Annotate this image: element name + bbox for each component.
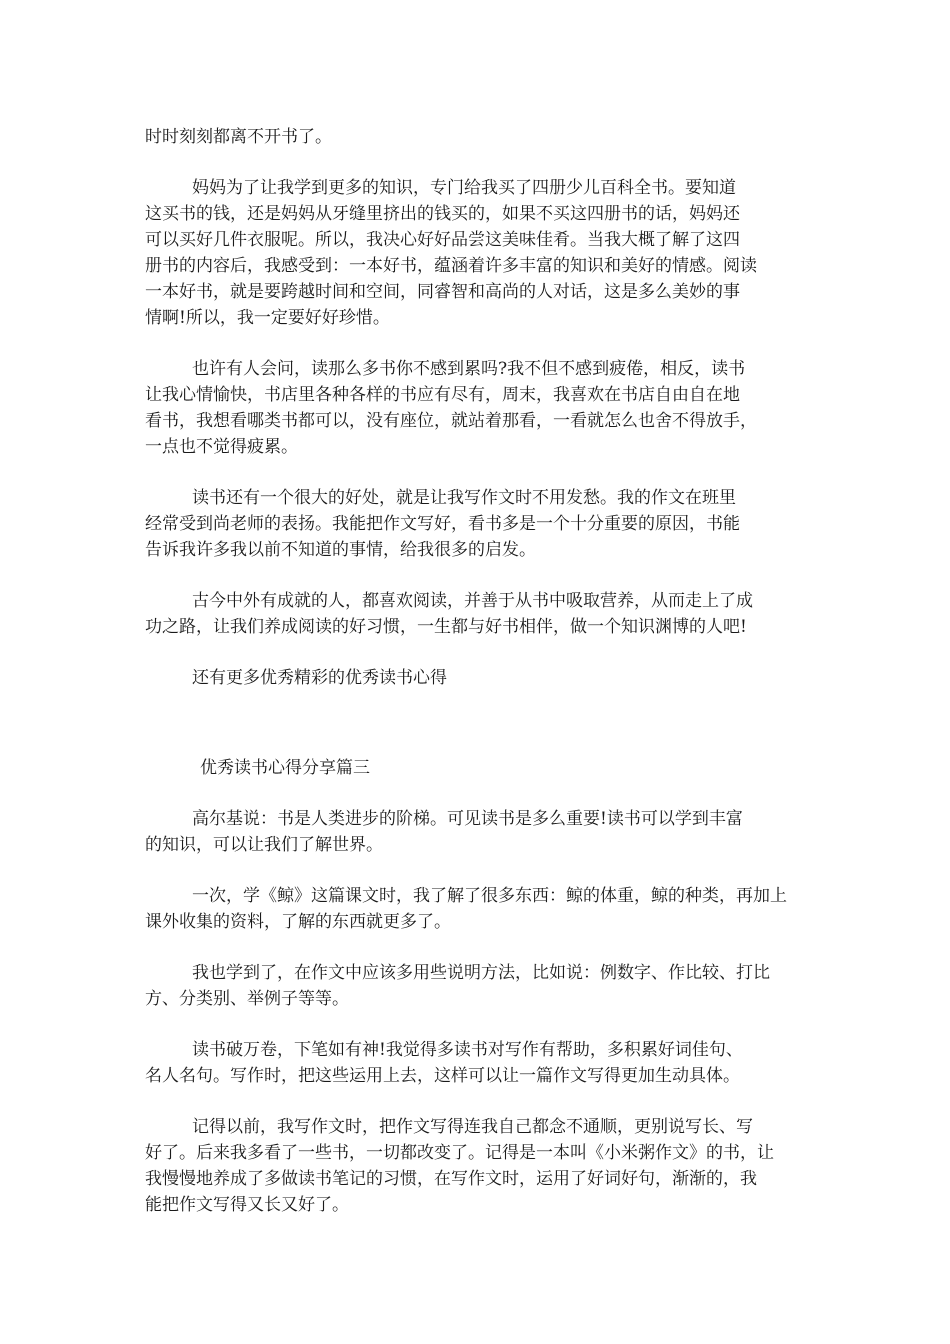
paragraph-line: 我慢慢地养成了多做读书笔记的习惯，在写作文时，运用了好词好句，渐渐的，我	[145, 1169, 757, 1189]
paragraph-line: 告诉我许多我以前不知道的事情，给我很多的启发。	[145, 540, 536, 560]
paragraph-line: 情啊!所以，我一定要好好珍惜。	[145, 308, 390, 328]
paragraph-line: 经常受到尚老师的表扬。我能把作文写好，看书多是一个十分重要的原因，书能	[145, 514, 740, 534]
paragraph-line: 让我心情愉快，书店里各种各样的书应有尽有，周末，我喜欢在书店自由自在地	[145, 385, 740, 405]
paragraph-line: 一点也不觉得疲累。	[145, 437, 298, 457]
paragraph-line: 可以买好几件衣服呢。所以，我决心好好品尝这美味佳肴。当我大概了解了这四	[145, 230, 740, 250]
paragraph-line: 古今中外有成就的人，都喜欢阅读，并善于从书中吸取营养，从而走上了成	[192, 591, 753, 611]
section-heading: 优秀读书心得分享篇三	[200, 758, 370, 778]
paragraph-line: 的知识，可以让我们了解世界。	[145, 835, 383, 855]
paragraph-line: 方、分类别、举例子等等。	[145, 989, 349, 1009]
paragraph-line: 这买书的钱，还是妈妈从牙缝里挤出的钱买的，如果不买这四册书的话，妈妈还	[145, 204, 740, 224]
paragraph-line: 看书，我想看哪类书都可以，没有座位，就站着那看，一看就怎么也舍不得放手，	[145, 411, 757, 431]
paragraph-line: 册书的内容后，我感受到：一本好书，蕴涵着许多丰富的知识和美好的情感。阅读	[145, 256, 757, 276]
paragraph-line: 还有更多优秀精彩的优秀读书心得	[192, 668, 447, 688]
paragraph-line: 妈妈为了让我学到更多的知识，专门给我买了四册少儿百科全书。要知道	[192, 178, 736, 198]
paragraph-line: 能把作文写得又长又好了。	[145, 1195, 349, 1215]
paragraph-line: 读书还有一个很大的好处，就是让我写作文时不用发愁。我的作文在班里	[192, 488, 736, 508]
paragraph-line: 也许有人会问，读那么多书你不感到累吗?我不但不感到疲倦，相反，读书	[192, 359, 746, 379]
paragraph-line: 时时刻刻都离不开书了。	[145, 127, 332, 147]
paragraph-line: 读书破万卷，下笔如有神!我觉得多读书对写作有帮助，多积累好词佳句、	[192, 1040, 743, 1060]
paragraph-line: 我也学到了，在作文中应该多用些说明方法，比如说：例数字、作比较、打比	[192, 963, 770, 983]
paragraph-line: 功之路，让我们养成阅读的好习惯，一生都与好书相伴，做一个知识渊博的人吧!	[145, 617, 747, 637]
paragraph-line: 高尔基说：书是人类进步的阶梯。可见读书是多么重要!读书可以学到丰富	[192, 809, 743, 829]
paragraph-line: 好了。后来我多看了一些书，一切都改变了。记得是一本叫《小米粥作文》的书，让	[145, 1143, 774, 1163]
paragraph-line: 一次，学《鲸》这篇课文时，我了解了很多东西：鲸的体重，鲸的种类，再加上	[192, 886, 787, 906]
paragraph-line: 一本好书，就是要跨越时间和空间，同睿智和高尚的人对话，这是多么美妙的事	[145, 282, 740, 302]
paragraph-line: 名人名句。写作时，把这些运用上去，这样可以让一篇作文写得更加生动具体。	[145, 1066, 740, 1086]
paragraph-line: 课外收集的资料，了解的东西就更多了。	[145, 912, 451, 932]
paragraph-line: 记得以前，我写作文时，把作文写得连我自己都念不通顺，更别说写长、写	[192, 1117, 753, 1137]
